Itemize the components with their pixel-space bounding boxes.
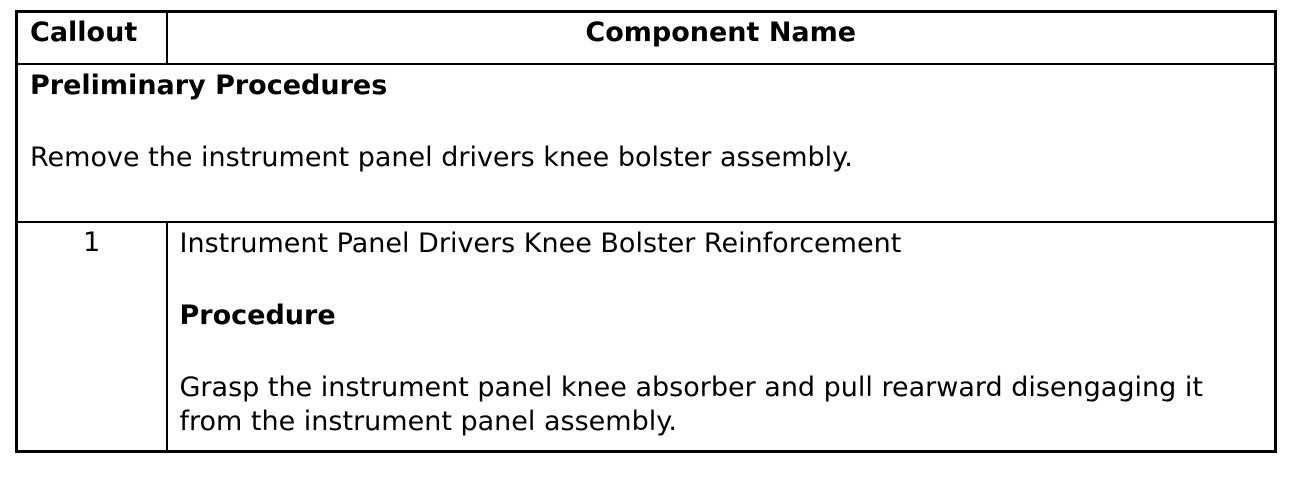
preliminary-procedures-row: [17, 64, 1276, 222]
table-header-row: [17, 12, 1276, 64]
component-name-column-header: Component Name: [167, 12, 1276, 64]
component-detail-cell: [167, 222, 1276, 452]
procedure-text: Grasp the instrument panel knee absorber and pull rearward disengaging it from the instrument panel assembly.: [179, 371, 1203, 437]
preliminary-procedures-text: Remove the instrument panel drivers knee bolster assembly.: [30, 141, 853, 173]
preliminary-procedures-title: Preliminary Procedures: [30, 69, 388, 101]
preliminary-procedures-cell: [17, 64, 1276, 222]
procedure-heading: Procedure: [179, 299, 336, 331]
callout-number: 1: [17, 222, 167, 452]
callout-column-header: Callout: [17, 12, 167, 64]
component-row: [17, 222, 1276, 452]
component-name-text: Instrument Panel Drivers Knee Bolster Reinforcement: [179, 227, 902, 259]
component-callout-table: [15, 10, 1277, 453]
